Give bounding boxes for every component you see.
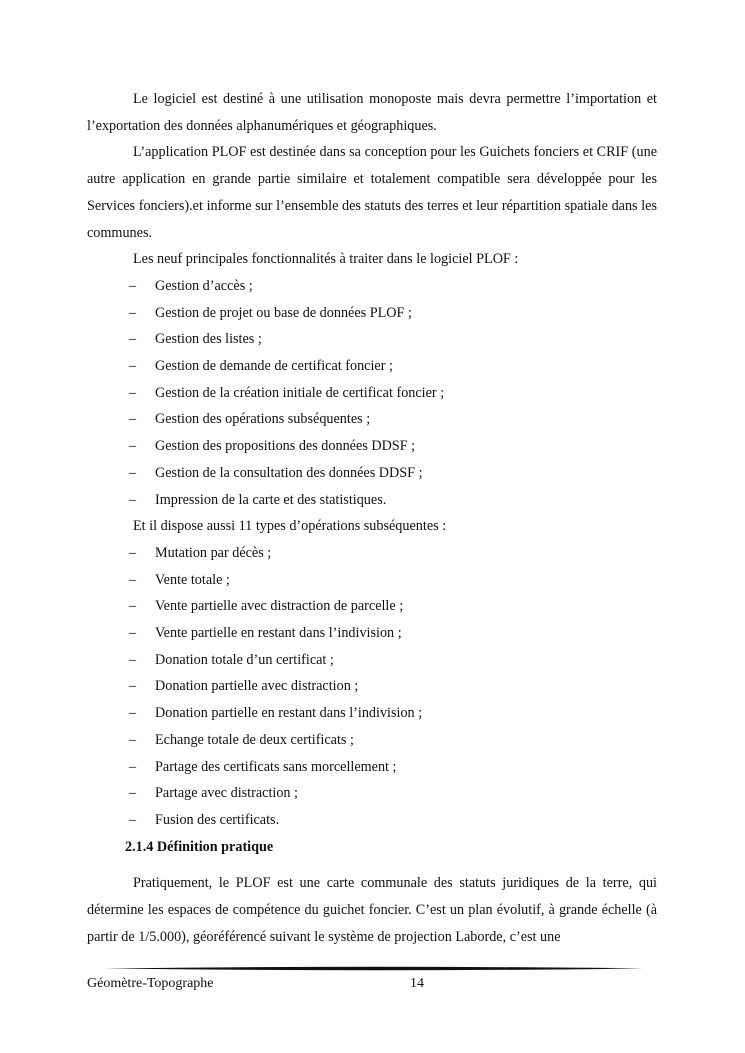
list-item bbox=[87, 460, 657, 487]
paragraph-application: L’application PLOF est destinée dans sa conception pour les Guichets fonciers et CRIF (une autre application en grande partie similaire et totalement compatible sera développée pour les Services fonciers).et informe sur l’ensemble des statuts des terres et leur répartition spatiale dans les communes. bbox=[87, 144, 657, 241]
dash-bullet-icon: – bbox=[129, 438, 137, 455]
dash-bullet-icon: – bbox=[129, 464, 137, 481]
list-item bbox=[87, 300, 657, 327]
dash-bullet-icon: – bbox=[129, 384, 137, 401]
list-item bbox=[87, 380, 657, 407]
dash-bullet-icon: – bbox=[129, 358, 137, 375]
page-footer bbox=[87, 974, 657, 994]
list-item-text: Donation totale d’un certificat ; bbox=[155, 651, 334, 668]
list-item bbox=[87, 620, 657, 647]
dash-bullet-icon: – bbox=[129, 785, 137, 802]
dash-bullet-icon: – bbox=[129, 544, 137, 561]
list-item-text: Impression de la carte et des statistiques. bbox=[155, 491, 387, 508]
list-item bbox=[87, 326, 657, 353]
list-item-text: Gestion de la création initiale de certificat foncier ; bbox=[155, 384, 445, 401]
list-item bbox=[87, 433, 657, 460]
dash-bullet-icon: – bbox=[129, 571, 137, 588]
section-heading: 2.1.4 Définition pratique bbox=[125, 838, 274, 855]
dash-bullet-icon: – bbox=[129, 411, 137, 428]
feature-list bbox=[87, 273, 657, 513]
list-item bbox=[87, 727, 657, 754]
list-item bbox=[87, 780, 657, 807]
dash-bullet-icon: – bbox=[129, 705, 137, 722]
list-item bbox=[87, 807, 657, 834]
dash-bullet-icon: – bbox=[129, 758, 137, 775]
list-item bbox=[87, 754, 657, 781]
list-item-text: Partage avec distraction ; bbox=[155, 785, 298, 802]
list-item bbox=[87, 700, 657, 727]
dash-bullet-icon: – bbox=[129, 731, 137, 748]
dash-bullet-icon: – bbox=[129, 625, 137, 642]
paragraph-features-intro: Les neuf principales fonctionnalités à traiter dans le logiciel PLOF : bbox=[133, 251, 519, 268]
list-item-text: Vente totale ; bbox=[155, 571, 230, 588]
page-number: 14 bbox=[410, 976, 424, 991]
list-item-text: Mutation par décès ; bbox=[155, 544, 272, 561]
paragraph-operations-intro: Et il dispose aussi 11 types d’opérations subséquentes : bbox=[133, 518, 447, 535]
list-item bbox=[87, 353, 657, 380]
list-item bbox=[87, 487, 657, 514]
list-item-text: Gestion des opérations subséquentes ; bbox=[155, 411, 371, 428]
list-item-text: Gestion des listes ; bbox=[155, 331, 262, 348]
list-item-text: Gestion d’accès ; bbox=[155, 277, 253, 294]
list-item-text: Vente partielle avec distraction de parcelle ; bbox=[155, 598, 404, 615]
list-item-text: Vente partielle en restant dans l’indivision ; bbox=[155, 625, 402, 642]
list-item-text: Gestion des propositions des données DDSF ; bbox=[155, 438, 416, 455]
list-item-text: Donation partielle avec distraction ; bbox=[155, 678, 359, 695]
dash-bullet-icon: – bbox=[129, 331, 137, 348]
list-item-text: Gestion de la consultation des données DDSF ; bbox=[155, 464, 423, 481]
dash-bullet-icon: – bbox=[129, 491, 137, 508]
list-item-text: Donation partielle en restant dans l’indivision ; bbox=[155, 705, 423, 722]
footer-rule bbox=[105, 966, 643, 971]
list-item bbox=[87, 647, 657, 674]
list-item bbox=[87, 540, 657, 567]
page-body bbox=[87, 86, 657, 951]
dash-bullet-icon: – bbox=[129, 304, 137, 321]
list-item bbox=[87, 567, 657, 594]
dash-bullet-icon: – bbox=[129, 678, 137, 695]
list-item-text: Fusion des certificats. bbox=[155, 811, 280, 828]
dash-bullet-icon: – bbox=[129, 598, 137, 615]
list-item bbox=[87, 673, 657, 700]
list-item bbox=[87, 273, 657, 300]
list-item bbox=[87, 406, 657, 433]
dash-bullet-icon: – bbox=[129, 651, 137, 668]
list-item-text: Partage des certificats sans morcellement ; bbox=[155, 758, 397, 775]
list-item-text: Gestion de demande de certificat foncier ; bbox=[155, 358, 393, 375]
list-item bbox=[87, 593, 657, 620]
operation-list bbox=[87, 540, 657, 834]
paragraph-definition: Pratiquement, le PLOF est une carte communale des statuts juridiques de la terre, qui détermine les espaces de compétence du guichet foncier. C’est un plan évolutif, à grande échelle (à partir de 1/5.000), géoréférencé suivant le système de projection Laborde, c’est une bbox=[87, 875, 657, 945]
dash-bullet-icon: – bbox=[129, 811, 137, 828]
paragraph-intro: Le logiciel est destiné à une utilisation monoposte mais devra permettre l’importation et l’exportation des données alphanumériques et géographiques. bbox=[87, 91, 657, 134]
footer-title: Géomètre-Topographe bbox=[87, 976, 214, 991]
list-item-text: Gestion de projet ou base de données PLOF ; bbox=[155, 304, 412, 321]
list-item-text: Echange totale de deux certificats ; bbox=[155, 731, 354, 748]
dash-bullet-icon: – bbox=[129, 277, 137, 294]
